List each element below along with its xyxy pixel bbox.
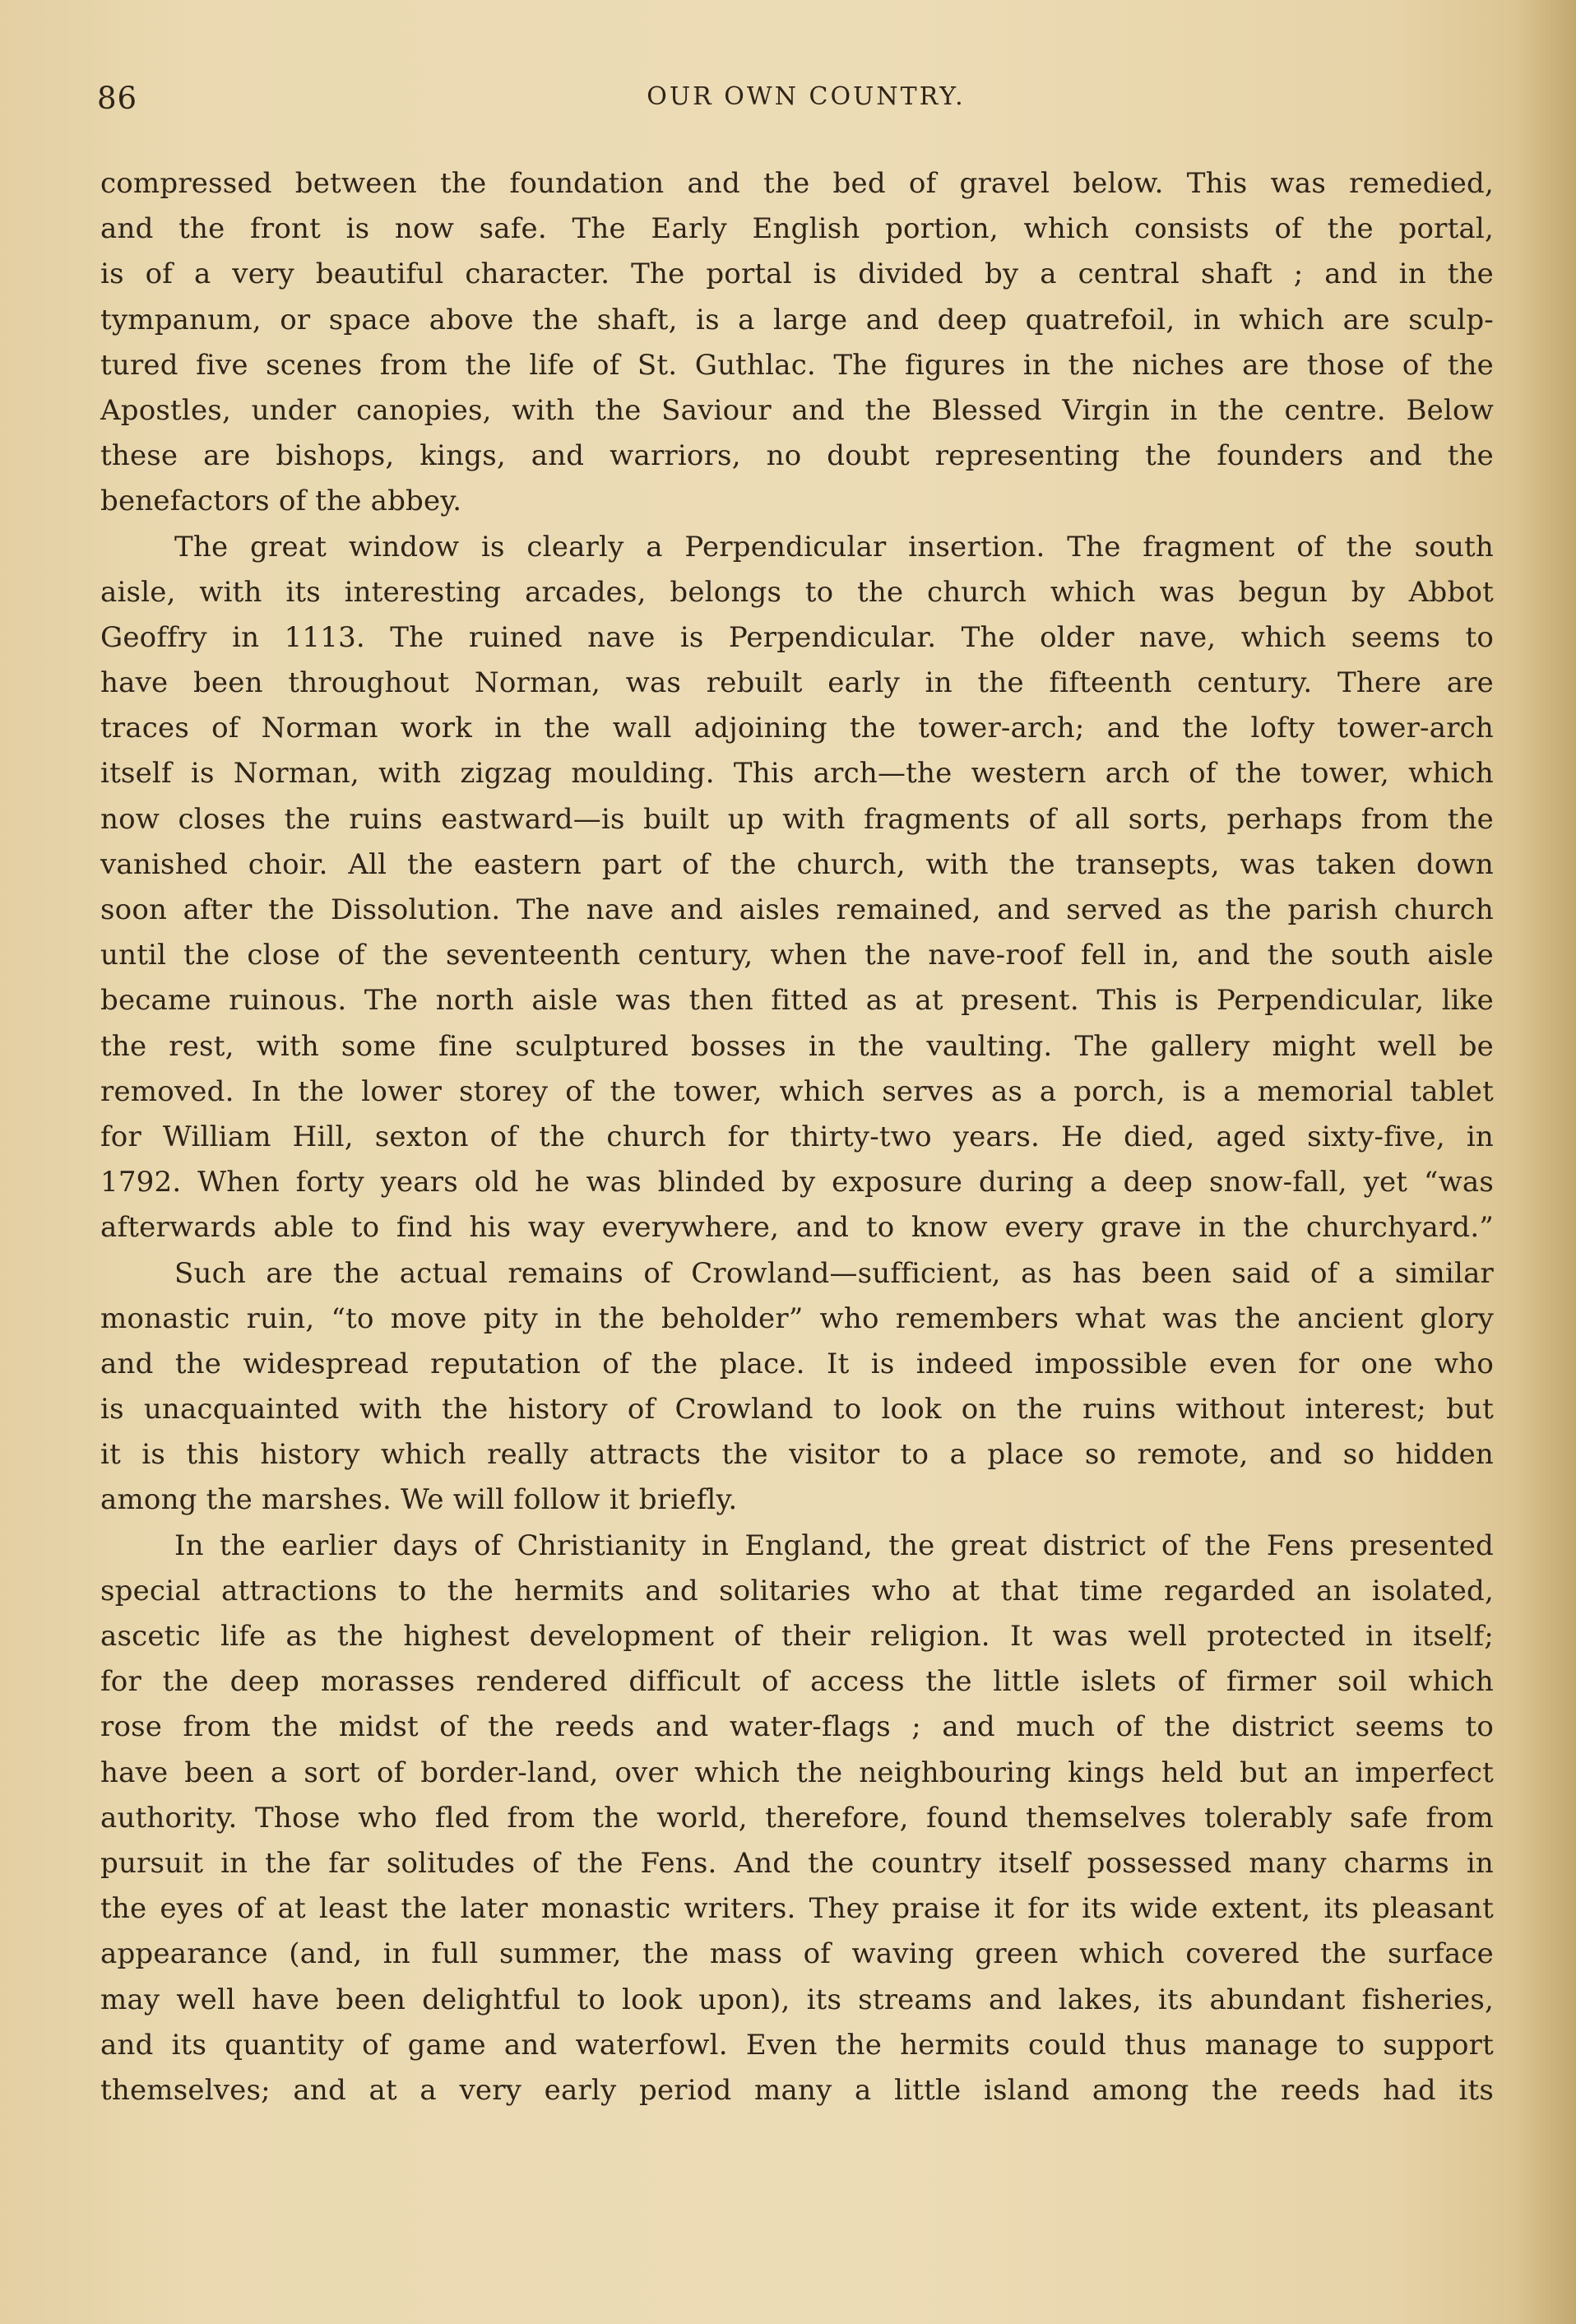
text-line: became ruinous. The north aisle was then fitted as at present. This is Perpendicular, like: [100, 984, 1494, 1018]
text-line: now closes the ruins eastward—is built up with fragments of all sorts, perhaps from the: [100, 802, 1494, 836]
text-line: tured five scenes from the life of St. Guthlac. The figures in the niches are those of the: [100, 348, 1494, 382]
text-line: the eyes of at least the later monastic writers. They praise it for its wide extent, its pleasant: [100, 1892, 1494, 1926]
text-line: tympanum, or space above the shaft, is a large and deep quatrefoil, in which are sculp-: [100, 303, 1494, 336]
text-line: until the close of the seventeenth century, when the nave-roof fell in, and the south aisle: [100, 939, 1494, 972]
text-line: authority. Those who fled from the world, therefore, found themselves tolerably safe from: [100, 1801, 1494, 1835]
text-line: among the marshes. We will follow it briefly.: [100, 1483, 738, 1517]
text-line: Apostles, under canopies, with the Saviour and the Blessed Virgin in the centre. Below: [100, 393, 1494, 427]
text-line: rose from the midst of the reeds and water-flags ; and much of the district seems to: [100, 1710, 1494, 1744]
text-line: Geoffry in 1113. The ruined nave is Perpendicular. The older nave, which seems to: [100, 620, 1494, 654]
text-line: special attractions to the hermits and solitaries who at that time regarded an isolated,: [100, 1574, 1494, 1607]
paragraph-start-line: Such are the actual remains of Crowland—sufficient, as has been said of a similar: [174, 1256, 1494, 1290]
text-line: and the widespread reputation of the place. It is indeed impossible even for one who: [100, 1347, 1494, 1380]
text-line: and the front is now safe. The Early English portion, which consists of the portal,: [100, 212, 1494, 246]
text-line: monastic ruin, “to move pity in the beholder” who remembers what was the ancient glory: [100, 1301, 1494, 1335]
text-line: soon after the Dissolution. The nave and aisles remained, and served as the parish church: [100, 893, 1494, 926]
text-line: vanished choir. All the eastern part of the church, with the transepts, was taken down: [100, 847, 1494, 881]
paragraph-start-line: In the earlier days of Christianity in England, the great district of the Fens presented: [174, 1528, 1494, 1562]
text-line: have been a sort of border-land, over which the neighbouring kings held but an imperfect: [100, 1756, 1494, 1789]
text-line: itself is Norman, with zigzag moulding. This arch—the western arch of the tower, which: [100, 757, 1494, 791]
running-title: OUR OWN COUNTRY.: [647, 82, 966, 111]
page-edge-shadow: [1518, 0, 1576, 2324]
text-line: these are bishops, kings, and warriors, no doubt representing the founders and the: [100, 439, 1494, 473]
body-text: [100, 161, 1494, 2113]
text-line: aisle, with its interesting arcades, belongs to the church which was begun by Abbot: [100, 575, 1494, 609]
text-line: removed. In the lower storey of the tower, which serves as a porch, is a memorial tablet: [100, 1074, 1494, 1108]
text-line: themselves; and at a very early period many a little island among the reeds had its: [100, 2073, 1494, 2107]
text-line: pursuit in the far solitudes of the Fens. And the country itself possessed many charms in: [100, 1846, 1494, 1880]
text-line: and its quantity of game and waterfowl. Even the hermits could thus manage to support: [100, 2028, 1494, 2062]
text-line: appearance (and, in full summer, the mass of waving green which covered the surface: [100, 1937, 1494, 1971]
text-line: may well have been delightful to look upon), its streams and lakes, its abundant fisheries,: [100, 1983, 1494, 2016]
text-line: have been throughout Norman, was rebuilt early in the fifteenth century. There are: [100, 666, 1494, 700]
text-line: 1792. When forty years old he was blinded by exposure during a deep snow-fall, yet “was: [100, 1166, 1494, 1199]
text-line: for William Hill, sexton of the church for thirty-two years. He died, aged sixty-five, in: [100, 1120, 1494, 1153]
text-line: it is this history which really attracts the visitor to a place so remote, and so hidden: [100, 1438, 1494, 1472]
text-line: the rest, with some fine sculptured bosses in the vaulting. The gallery might well be: [100, 1029, 1494, 1063]
paragraph-start-line: The great window is clearly a Perpendicular insertion. The fragment of the south: [174, 530, 1494, 564]
text-line: ascetic life as the highest development of their religion. It was well protected in itself;: [100, 1620, 1494, 1653]
text-line: afterwards able to find his way everywhere, and to know every grave in the churchyard.”: [100, 1211, 1494, 1245]
text-line: for the deep morasses rendered difficult of access the little islets of firmer soil which: [100, 1665, 1494, 1699]
text-line: is of a very beautiful character. The portal is divided by a central shaft ; and in the: [100, 257, 1494, 291]
text-line: is unacquainted with the history of Crowland to look on the ruins without interest; but: [100, 1393, 1494, 1426]
text-line: compressed between the foundation and the bed of gravel below. This was remedied,: [100, 167, 1494, 200]
text-line: benefactors of the abbey.: [100, 485, 462, 518]
page-number: 86: [97, 81, 138, 116]
text-line: traces of Norman work in the wall adjoining the tower-arch; and the lofty tower-arch: [100, 712, 1494, 745]
